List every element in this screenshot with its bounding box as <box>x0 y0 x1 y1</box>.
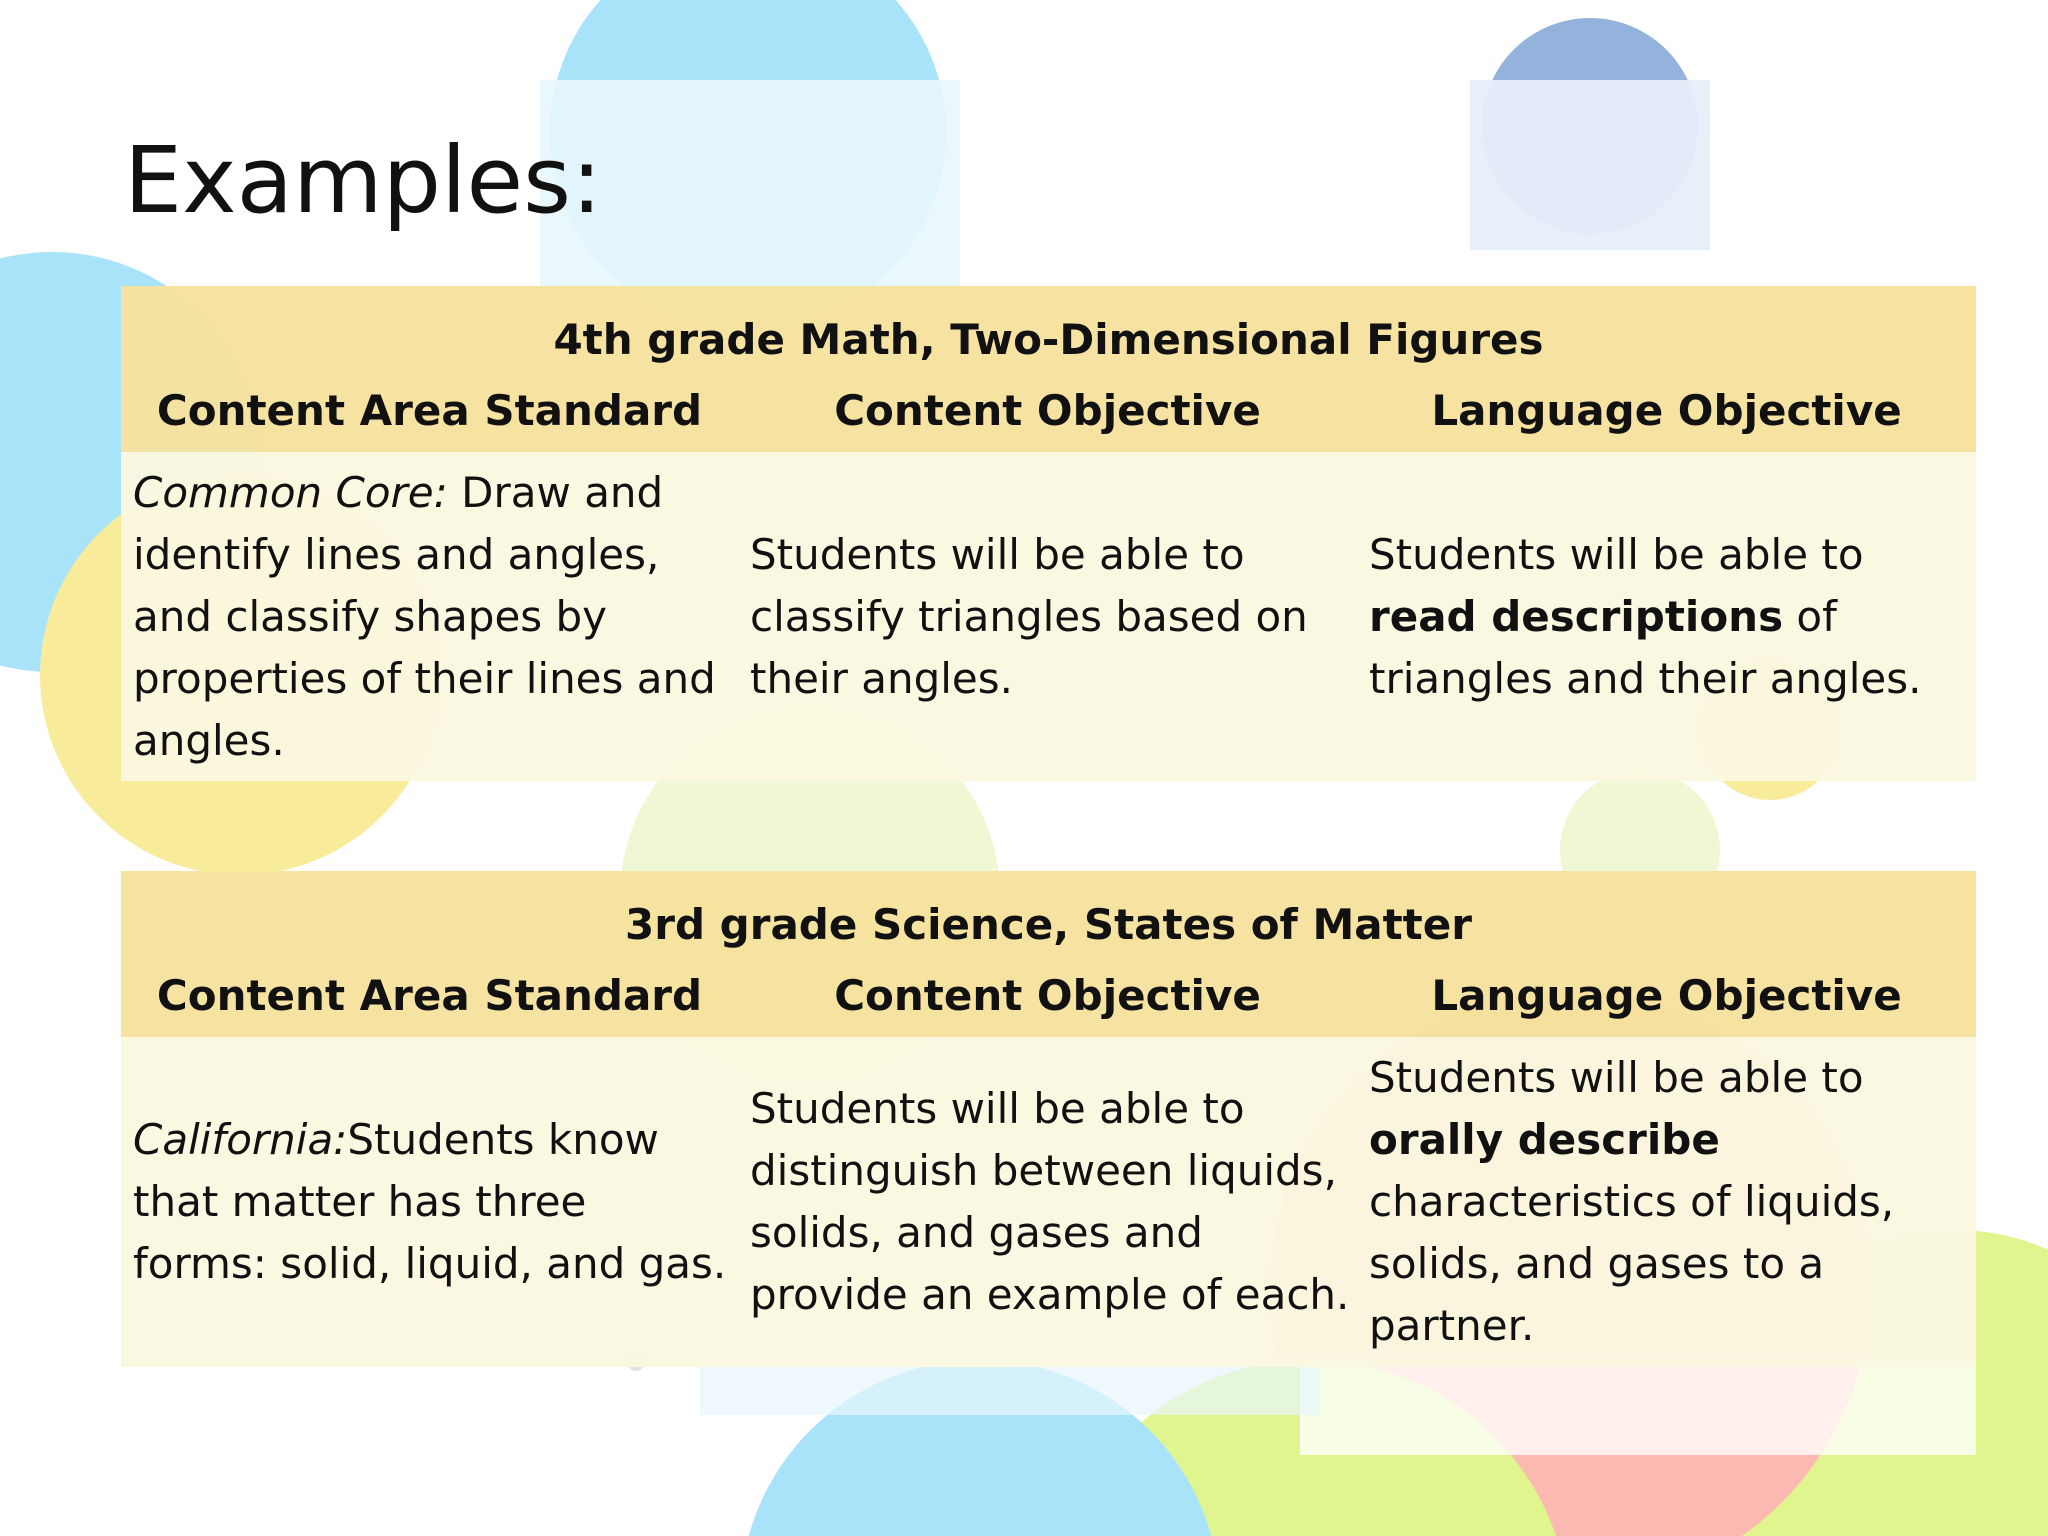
language-objective-emphasis: read descriptions <box>1369 591 1784 641</box>
cell-content-objective: Students will be able to distinguish between liquids, solids, and gases and provide an example of each. <box>750 1084 1350 1319</box>
column-header-content-objective: Content Objective <box>834 386 1261 435</box>
lesson-table-math <box>121 286 1976 781</box>
cell-language-objective <box>1357 524 1976 710</box>
standard-source-label: California: <box>133 1115 348 1164</box>
table-title: 4th grade Math, Two-Dimensional Figures <box>553 315 1544 364</box>
standard-text: Students know that matter has three forms: solid, liquid, and gas. <box>133 1115 727 1288</box>
column-headers <box>121 370 1976 452</box>
table-row <box>121 1037 1976 1367</box>
language-objective-tail: of triangles and their angles. <box>1369 591 1922 703</box>
cell-content-objective: Students will be able to classify triangles based on their angles. <box>750 529 1308 703</box>
column-header-content-objective: Content Objective <box>834 971 1261 1020</box>
band-bottom-right-pale <box>1300 1355 1976 1455</box>
cell-content-area-standard <box>121 1109 738 1295</box>
table-title: 3rd grade Science, States of Matter <box>625 900 1472 949</box>
language-objective-tail: characteristics of liquids, solids, and gases to a partner. <box>1369 1177 1895 1350</box>
column-header-language-objective: Language Objective <box>1431 386 1902 435</box>
language-objective-emphasis: orally describe <box>1369 1115 1720 1164</box>
cell-content-area-standard <box>121 462 738 772</box>
standard-source-label: Common Core: <box>133 467 448 517</box>
language-objective-lead: Students will be able to <box>1369 529 1864 579</box>
standard-text: Draw and identify lines and angles, and classify shapes by properties of their lines and angles. <box>133 467 716 765</box>
table-row <box>121 452 1976 781</box>
table-header-band <box>121 871 1976 1037</box>
cell-language-objective <box>1357 1047 1976 1357</box>
column-header-standard: Content Area Standard <box>156 386 703 435</box>
language-objective-lead: Students will be able to <box>1369 1053 1864 1102</box>
table-header-band <box>121 286 1976 452</box>
column-header-standard: Content Area Standard <box>156 971 703 1020</box>
column-header-language-objective: Language Objective <box>1431 971 1902 1020</box>
slide-title: Examples: <box>124 127 603 234</box>
column-headers <box>121 955 1976 1037</box>
band-top-right-pale <box>1470 80 1710 250</box>
lesson-table-science <box>121 871 1976 1367</box>
